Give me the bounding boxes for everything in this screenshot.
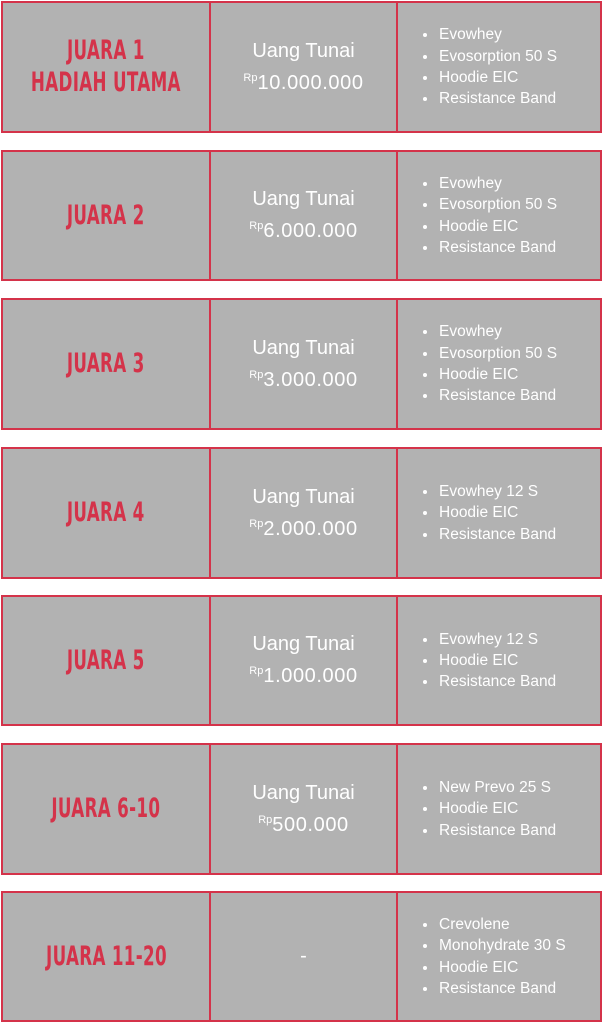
cash-amount [249, 212, 357, 245]
currency-symbol: Rp [249, 665, 264, 677]
prize-list [422, 777, 556, 841]
rank-line: JUARA 4 [67, 497, 145, 528]
rank-cell [3, 893, 211, 1020]
prize-item: Crevolene [422, 914, 566, 935]
prize-item: Hoodie EIC [422, 650, 556, 671]
prize-item: Evowhey 12 S [422, 629, 556, 650]
prize-item: Hoodie EIC [422, 216, 557, 237]
currency-symbol: Rp [249, 517, 264, 530]
prize-item: Evowhey [422, 24, 557, 45]
prize-row [1, 1, 602, 133]
prize-item: New Prevo 25 S [422, 777, 556, 798]
rank-cell [3, 152, 211, 279]
cash-label: Uang Tunai [252, 336, 355, 359]
rank-line: JUARA 3 [67, 348, 145, 379]
prize-item: Monohydrate 30 S [422, 935, 566, 956]
currency-symbol: Rp [249, 220, 264, 232]
currency-symbol: Rp [249, 368, 264, 381]
prize-item: Hoodie EIC [422, 798, 556, 819]
prize-row [1, 447, 602, 579]
rank-line: JUARA 2 [67, 199, 145, 231]
cash-amount [249, 361, 357, 394]
currency-symbol: Rp [258, 813, 273, 826]
cash-cell [211, 3, 398, 131]
amount-value: 6.000.000 [263, 220, 358, 242]
rank-cell [3, 300, 211, 428]
prizes-cell [398, 597, 600, 724]
prizes-cell [398, 745, 600, 873]
rank-title [67, 497, 145, 529]
rank-line: JUARA 6-10 [51, 793, 161, 824]
rank-title [52, 793, 161, 825]
prize-item: Evosorption 50 S [422, 46, 557, 67]
prize-item: Resistance Band [422, 385, 557, 406]
rank-line: JUARA 5 [67, 644, 145, 676]
amount-value: 2.000.000 [263, 517, 358, 540]
prize-item: Hoodie EIC [422, 364, 557, 385]
cash-cell [211, 745, 398, 873]
prize-row [1, 595, 602, 726]
currency-symbol: Rp [243, 71, 258, 84]
prize-item: Evowhey [422, 321, 557, 342]
prize-item: Hoodie EIC [422, 957, 566, 978]
cash-cell [211, 449, 398, 577]
cash-amount [249, 657, 357, 690]
prizes-cell [398, 893, 600, 1020]
cash-cell [211, 300, 398, 428]
prize-row [1, 150, 602, 281]
prize-list [422, 914, 566, 999]
prize-item: Evowhey 12 S [422, 481, 556, 502]
prize-list [422, 481, 556, 545]
cash-label: Uang Tunai [252, 188, 355, 210]
rank-cell [3, 597, 211, 724]
rank-cell [3, 3, 211, 131]
prize-list [422, 629, 556, 693]
prize-item: Evosorption 50 S [422, 194, 557, 215]
rank-title [46, 941, 167, 973]
prize-item: Resistance Band [422, 88, 557, 109]
prizes-cell [398, 300, 600, 428]
amount-value: 10.000.000 [257, 71, 364, 94]
cash-amount [252, 806, 354, 839]
cash-cell [211, 893, 398, 1020]
prizes-cell [398, 449, 600, 577]
cash-amount [243, 64, 363, 97]
rank-title [31, 35, 181, 99]
prize-row [1, 298, 602, 430]
amount-value: 3.000.000 [263, 368, 358, 391]
cash-cell [211, 597, 398, 724]
prize-item: Resistance Band [422, 524, 556, 545]
cash-label: Uang Tunai [252, 781, 355, 804]
rank-title [67, 645, 145, 677]
cash-label: Uang Tunai [252, 39, 355, 62]
prize-list [422, 321, 557, 406]
no-cash-dash: - [300, 945, 307, 967]
amount-value: 500.000 [272, 813, 349, 836]
rank-line: JUARA 11-20 [45, 940, 167, 972]
prize-list [422, 24, 557, 109]
prize-item: Hoodie EIC [422, 67, 557, 88]
prize-item: Resistance Band [422, 237, 557, 258]
prize-item: Resistance Band [422, 671, 556, 692]
cash-cell [211, 152, 398, 279]
rank-title [67, 348, 145, 380]
rank-line: HADIAH UTAMA [31, 67, 181, 98]
cash-amount [249, 510, 357, 543]
rank-cell [3, 745, 211, 873]
prize-list [422, 173, 557, 258]
prize-item: Resistance Band [422, 978, 566, 999]
amount-value: 1.000.000 [263, 665, 358, 687]
prize-item: Evosorption 50 S [422, 343, 557, 364]
rank-cell [3, 449, 211, 577]
prize-item: Resistance Band [422, 820, 556, 841]
prize-row [1, 743, 602, 875]
prizes-cell [398, 3, 600, 131]
prize-item: Hoodie EIC [422, 502, 556, 523]
rank-title [67, 200, 145, 232]
prize-item: Evowhey [422, 173, 557, 194]
prize-row [1, 891, 602, 1022]
rank-line: JUARA 1 [67, 35, 145, 66]
cash-label: Uang Tunai [252, 633, 355, 655]
cash-label: Uang Tunai [252, 485, 355, 508]
prizes-cell [398, 152, 600, 279]
